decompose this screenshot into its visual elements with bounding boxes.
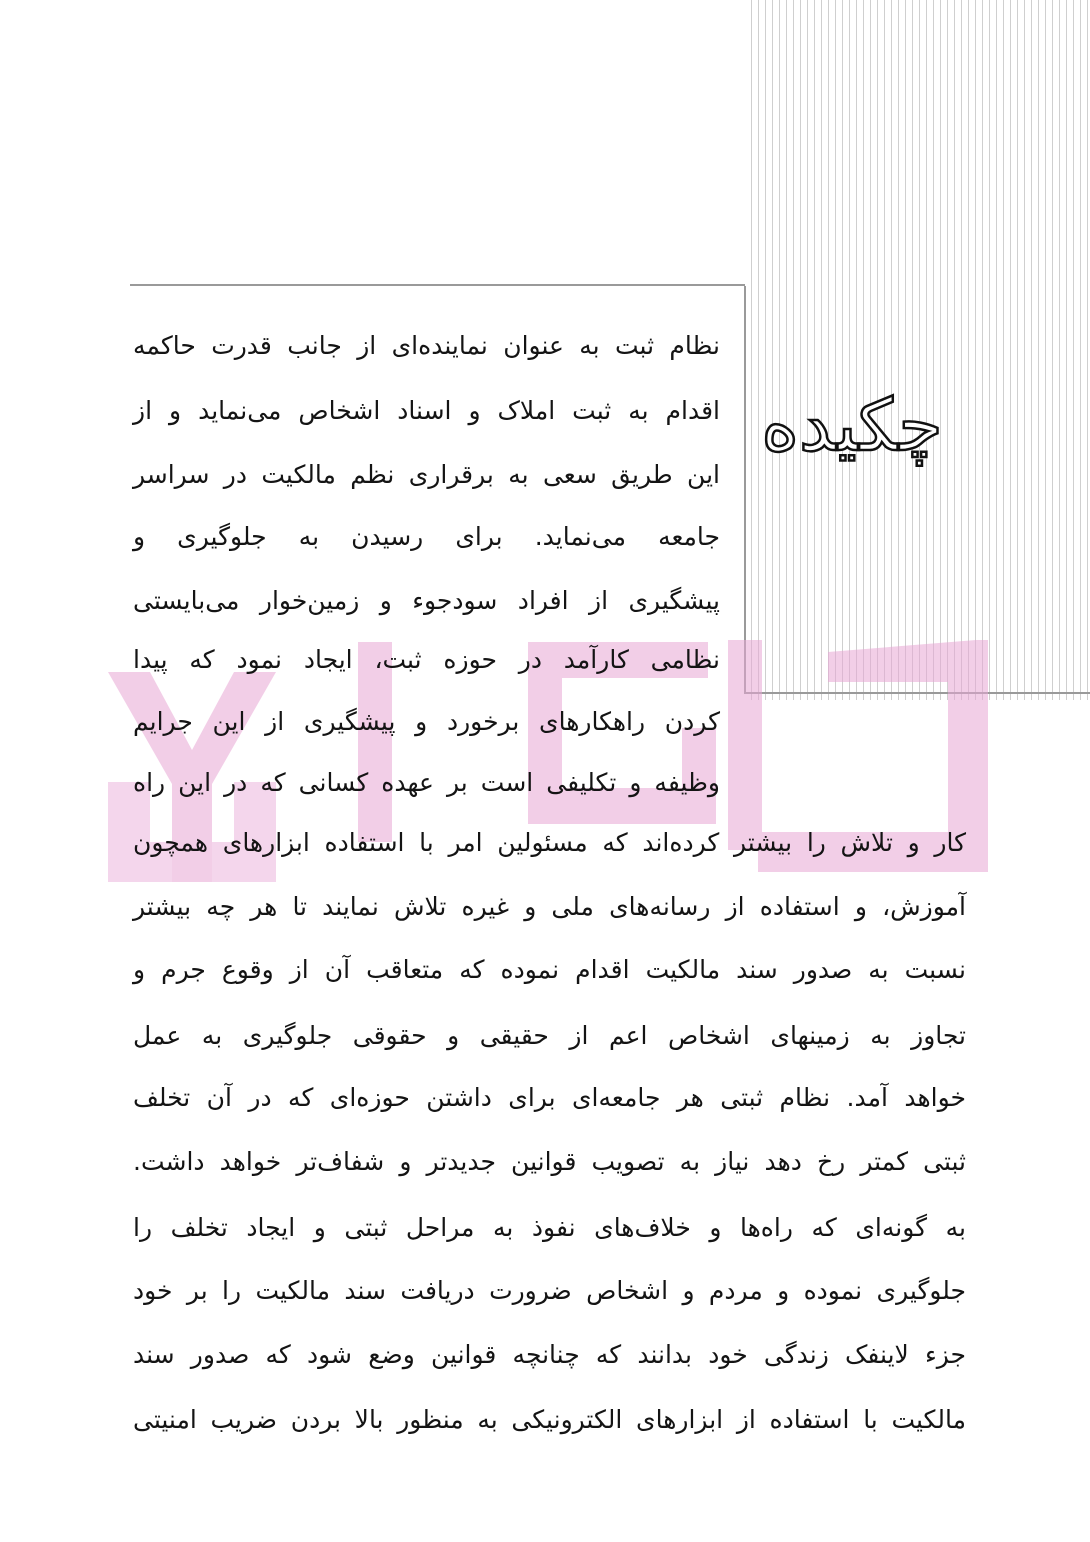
paragraph-line: این طریق سعی به برقراری نظم مالکیت در سراسر <box>133 460 720 489</box>
paragraph-line: جزء لاینفک زندگی خود بدانند که چنانچه قوانین وضع شود که صدور سند <box>133 1340 966 1369</box>
paragraph-line: نظامی کارآمد در حوزه ثبت، ایجاد نمود که پیدا <box>133 645 720 674</box>
striped-side-panel <box>745 0 1090 700</box>
paragraph-line: کار و تلاش را بیشتر کرده‌اند که مسئولین امر با استفاده ابزارهای همچون <box>133 828 966 857</box>
paragraph-line: وظیفه و تکلیفی است بر عهده کسانی که در این راه <box>133 768 720 797</box>
paragraph-line: پیشگیری از افراد سودجوء و زمین‌خوار می‌بایستی <box>133 586 720 615</box>
paragraph-line: جلوگیری نموده و مردم و اشخاص ضرورت دریافت سند مالکیت را بر خود <box>133 1276 966 1305</box>
paragraph-line: ثبتی کمتر رخ دهد نیاز به تصویب قوانین جدیدتر و شفاف‌تر خواهد داشت. <box>133 1147 966 1176</box>
paragraph-line: جامعه می‌نماید. برای رسیدن به جلوگیری و <box>133 522 720 551</box>
paragraph-line: تجاوز به زمینهای اشخاص اعم از حقیقی و حقوقی جلوگیری به عمل <box>133 1021 966 1050</box>
paragraph-line: نظام ثبت به عنوان نماینده‌ای از جانب قدرت حاکمه <box>133 331 720 360</box>
paragraph-line: نسبت به صدور سند مالکیت اقدام نموده که متعاقب آن از وقوع جرم و <box>133 955 966 984</box>
paragraph-line: به گونه‌ای که راه‌ها و خلاف‌های نفوذ به مراحل ثبتی و ایجاد تخلف را <box>133 1213 966 1242</box>
paragraph-line: اقدام به ثبت املاک و اسناد اشخاص می‌نماید و از <box>133 396 720 425</box>
paragraph-line: خواهد آمد. نظام ثبتی هر جامعه‌ای برای داشتن حوزه‌ای که در آن تخلف <box>133 1083 966 1112</box>
paragraph-line: آموزش، و استفاده از رسانه‌های ملی و غیره تلاش نمایند تا هر چه بیشتر <box>133 892 966 921</box>
paragraph-line: کردن راهکارهای برخورد و پیشگیری از این جرایم <box>133 707 720 736</box>
paragraph-line: مالکیت با استفاده از ابزارهای الکترونیکی به منظور بالا بردن ضریب امنیتی <box>133 1405 966 1434</box>
section-title: چکیده <box>761 383 943 467</box>
top-rule <box>130 284 745 286</box>
